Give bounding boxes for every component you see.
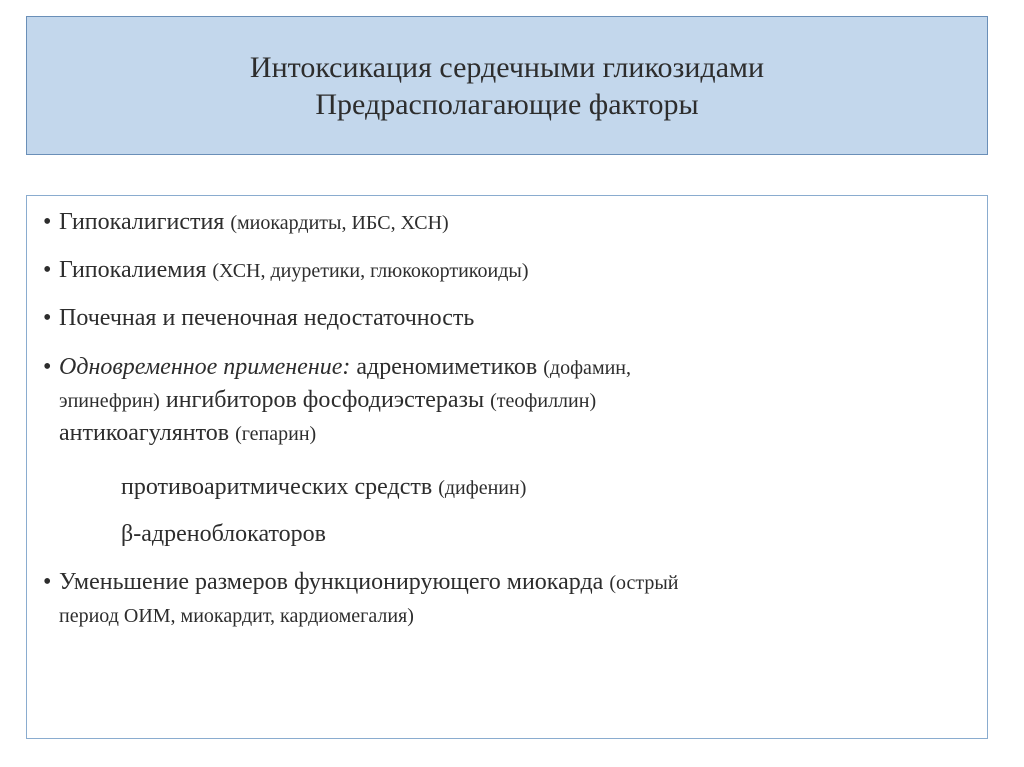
- drug-note-epinephrine: эпинефрин): [59, 390, 160, 412]
- bullet-main-text: Гипокалигистия: [59, 209, 225, 235]
- slide-title-line-2: Предрасполагающие факторы: [315, 87, 699, 121]
- bullet-main-text: Почечная и печеночная недостаточность: [59, 305, 475, 331]
- drug-anticoagulants: антикоагулянтов: [59, 420, 230, 446]
- bullet-main-text: Уменьшение размеров функционирующего миокарда: [59, 569, 604, 595]
- bullet-note-text: (ХСН, диуретики, глюкокортикоиды): [212, 260, 529, 282]
- drug-beta-blockers: β-адреноблокаторов: [121, 521, 326, 547]
- drug-note-heparin: (гепарин): [235, 423, 317, 445]
- drug-adrenomimetics: адреномиметиков: [356, 354, 538, 380]
- bullet-marker: •: [43, 209, 52, 235]
- bullet-main-text: Гипокалиемия: [59, 257, 207, 283]
- bullet-text: [59, 206, 964, 239]
- bullet-text: [59, 254, 964, 287]
- drug-note-theophylline: (теофиллин): [490, 390, 597, 412]
- bullet-marker: •: [43, 354, 52, 380]
- drug-note-dopamine: (дофамин,: [543, 357, 631, 379]
- bullet-marker: •: [43, 569, 52, 595]
- slide-title-box: [26, 16, 988, 155]
- bullet-text: [59, 302, 964, 334]
- bullet-lead-text: Одновременное применение:: [59, 354, 351, 380]
- bullet-text: [59, 351, 964, 450]
- drug-beta-blockers-line: [121, 518, 326, 550]
- drug-antiarrhythmics: противоаритмических средств: [121, 474, 433, 500]
- bullet-note-text: (миокардиты, ИБС, ХСН): [230, 212, 449, 234]
- drug-antiarrhythmics-line: [121, 471, 526, 504]
- bullet-text: [59, 566, 964, 632]
- bullet-marker: •: [43, 257, 52, 283]
- bullet-note-text: (острый: [609, 572, 679, 594]
- slide-content-box: [26, 195, 988, 739]
- drug-pde-inhibitors: ингибиторов фосфодиэстеразы: [165, 387, 485, 413]
- slide-title-line-1: Интоксикация сердечными гликозидами: [249, 50, 765, 84]
- bullet-marker: •: [43, 305, 52, 331]
- bullet-note-continuation: период ОИМ, миокардит, кардиомегалия): [59, 605, 414, 627]
- drug-note-diphenin: (дифенин): [438, 477, 527, 499]
